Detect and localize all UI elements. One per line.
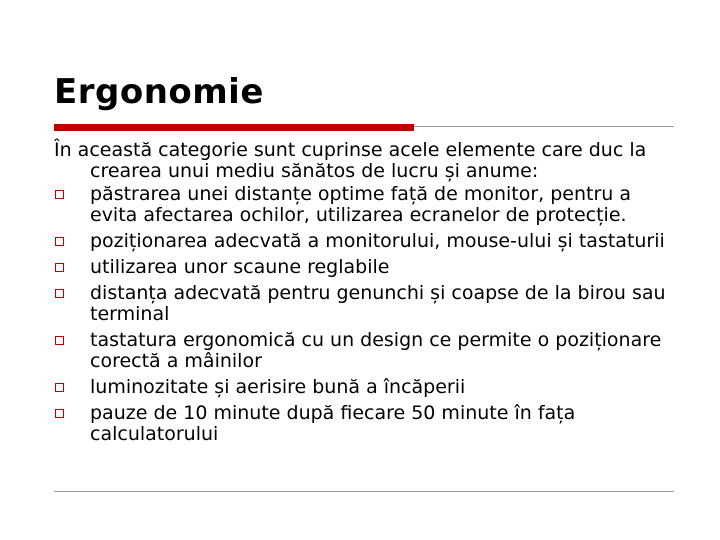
intro-paragraph: În această categorie sunt cuprinse acele elemente care duc la crearea unui mediu sănătos de lucru și anume: bbox=[54, 139, 647, 182]
list-item bbox=[54, 283, 674, 325]
hollow-square-bullet-icon bbox=[55, 190, 64, 199]
title-underline-rule bbox=[414, 126, 674, 127]
list-item-text: tastatura ergonomică cu un design ce permite o poziționare corectă a mâinilor bbox=[90, 329, 662, 372]
list-item-text: păstrarea unei distanțe optime față de monitor, pentru a evita afectarea ochilor, utilizarea ecranelor de protecție. bbox=[90, 183, 632, 226]
list-item bbox=[54, 257, 674, 278]
list-item bbox=[54, 377, 674, 398]
list-item bbox=[54, 403, 674, 445]
list-item bbox=[54, 231, 674, 252]
slide-body bbox=[54, 140, 674, 450]
list-item bbox=[54, 330, 674, 372]
list-item-text: pauze de 10 minute după fiecare 50 minute în fața calculatorului bbox=[90, 402, 576, 445]
list-item-text: poziționarea adecvată a monitorului, mouse-ului și tastaturii bbox=[90, 230, 665, 252]
footer-rule bbox=[54, 491, 674, 492]
hollow-square-bullet-icon bbox=[55, 263, 64, 272]
hollow-square-bullet-icon bbox=[55, 383, 64, 392]
title-underline-accent bbox=[54, 124, 414, 131]
slide-title: Ergonomie bbox=[54, 72, 264, 112]
hollow-square-bullet-icon bbox=[55, 409, 64, 418]
hollow-square-bullet-icon bbox=[55, 336, 64, 345]
hollow-square-bullet-icon bbox=[55, 237, 64, 246]
bullet-list bbox=[54, 184, 674, 445]
list-item-text: luminozitate și aerisire bună a încăperii bbox=[90, 376, 466, 398]
hollow-square-bullet-icon bbox=[55, 289, 64, 298]
list-item-text: distanța adecvată pentru genunchi și coapse de la birou sau terminal bbox=[90, 282, 666, 325]
list-item bbox=[54, 184, 674, 226]
list-item-text: utilizarea unor scaune reglabile bbox=[90, 256, 390, 278]
